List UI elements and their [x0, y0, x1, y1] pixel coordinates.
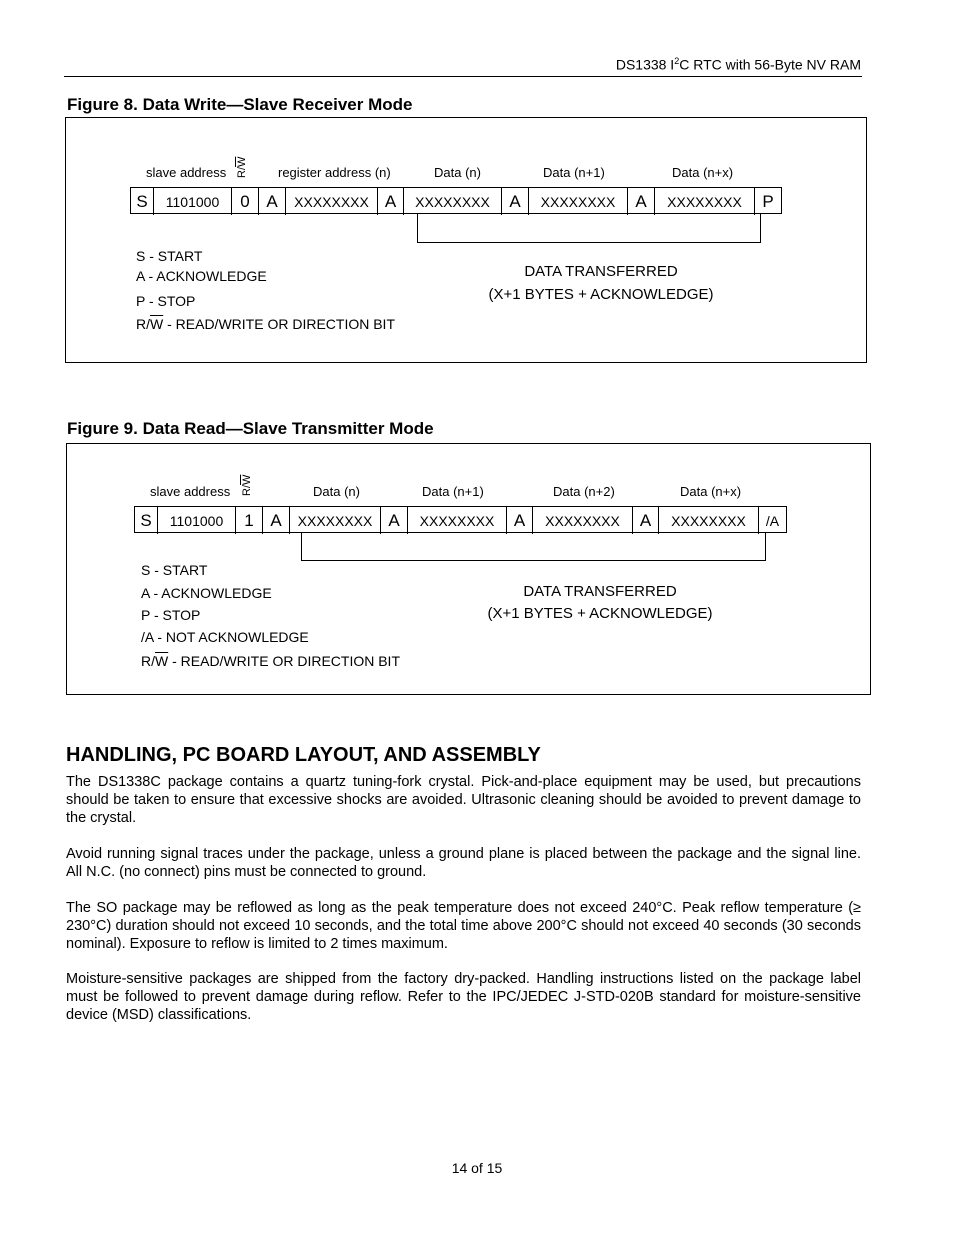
cell-data-n1: XXXXXXXX — [528, 188, 627, 215]
cell-ack: A — [627, 188, 654, 215]
figure-9-title: Figure 9. Data Read—Slave Transmitter Mode — [67, 419, 434, 438]
cell-start: S — [136, 191, 148, 211]
label-register-address: register address (n) — [278, 165, 391, 180]
legend-start: S - START — [141, 562, 208, 578]
label-data-n1: Data (n+1) — [422, 484, 484, 499]
label-slave-address: slave address — [146, 165, 227, 180]
data-transferred-line1: DATA TRANSFERRED — [524, 263, 678, 280]
cell-rw-bit: 0 — [231, 188, 258, 215]
cell-ack: A — [632, 507, 658, 534]
cell-data-nx: XXXXXXXX — [658, 507, 758, 534]
cell-stop: P — [754, 188, 781, 215]
data-transferred-line2: (X+1 BYTES + ACKNOWLEDGE) — [487, 605, 713, 622]
cell-data-nx: XXXXXXXX — [654, 188, 754, 215]
cell-ack: A — [501, 188, 528, 215]
cell-data-n1: XXXXXXXX — [407, 507, 506, 534]
running-header: DS1338 $I^2C$ RTC with 56-Byte NV RAM — [615, 56, 861, 73]
data-transferred-line1: DATA TRANSFERRED — [523, 583, 677, 600]
header-rule — [64, 76, 862, 77]
cell-start: S — [140, 510, 152, 530]
cell-rw-bit: 1 — [235, 507, 262, 534]
cell-register-address: XXXXXXXX — [285, 188, 377, 215]
data-transferred-line2: (X+1 BYTES + ACKNOWLEDGE) — [488, 286, 714, 303]
section-title: HANDLING, PC BOARD LAYOUT, AND ASSEMBLY — [66, 744, 541, 766]
cell-ack: A — [380, 507, 407, 534]
legend-start: S - START — [136, 248, 203, 264]
label-data-nx: Data (n+x) — [672, 165, 734, 180]
label-data-nx: Data (n+x) — [680, 484, 742, 499]
figure-9-frame — [66, 443, 871, 695]
page-number: 14 of 15 — [451, 1160, 503, 1176]
legend-ack: A - ACKNOWLEDGE — [141, 585, 272, 601]
cell-not-ack: /A — [758, 507, 786, 534]
paragraph: The DS1338C package contains a quartz tuning-fork crystal. Pick-and-place equipment may be used, but precautions should be taken to ensure that excessive shocks are avoided. Ultrasonic cleaning should be avoided to prevent damage to the crystal. — [66, 774, 861, 826]
legend-nack: /A - NOT ACKNOWLEDGE — [141, 629, 309, 645]
label-data-n2: Data (n+2) — [553, 484, 615, 499]
cell-ack: A — [506, 507, 532, 534]
figure-8-frame — [65, 117, 867, 363]
data-transferred-bracket — [301, 533, 766, 561]
label-data-n: Data (n) — [434, 165, 481, 180]
legend-ack: A - ACKNOWLEDGE — [136, 268, 267, 284]
cell-slave-address: 1101000 — [157, 507, 235, 534]
label-rw: $R/\overline{W}$ — [241, 474, 253, 496]
cell-data-n2: XXXXXXXX — [532, 507, 632, 534]
label-slave-address: slave address — [150, 484, 231, 499]
legend-stop: P - STOP — [141, 607, 201, 623]
cell-data-n: XXXXXXXX — [289, 507, 380, 534]
cell-ack: A — [258, 188, 285, 215]
cell-data-n: XXXXXXXX — [403, 188, 501, 215]
legend-rw: $R/\overline{W}$ - READ/WRITE OR DIRECTION BIT — [141, 653, 400, 669]
write-frame-row — [130, 187, 782, 214]
paragraph: The SO package may be reflowed as long as the peak temperature does not exceed 240°C. Peak reflow temperature (≥ 230°C) duration should not exceed 10 seconds, and the total time above 200°C should not exceed 40 seconds (30 seconds nominal). Exposure to reflow is limited to 2 times maximum. — [66, 900, 861, 952]
figure-8-title: Figure 8. Data Write—Slave Receiver Mode — [67, 95, 413, 114]
data-transferred-bracket — [417, 214, 761, 243]
legend-stop: P - STOP — [136, 293, 196, 309]
read-frame-row — [134, 506, 787, 533]
cell-ack: A — [262, 507, 289, 534]
paragraph: Avoid running signal traces under the package, unless a ground plane is placed between the package and the signal line. All N.C. (no connect) pins must be connected to ground. — [66, 846, 861, 880]
cell-ack: A — [377, 188, 403, 215]
label-data-n: Data (n) — [313, 484, 360, 499]
legend-rw: $R/\overline{W}$ - READ/WRITE OR DIRECTION BIT — [136, 316, 395, 332]
label-rw: $R/\overline{W}$ — [236, 156, 248, 178]
label-data-n1: Data (n+1) — [543, 165, 605, 180]
cell-slave-address: 1101000 — [153, 188, 231, 215]
paragraph: Moisture-sensitive packages are shipped from the factory dry-packed. Handling instructions listed on the package label must be followed to prevent damage during reflow. Refer to the IPC/JEDEC J-STD-020B standard for moisture-sensitive device (MSD) classifications. — [66, 971, 861, 1023]
